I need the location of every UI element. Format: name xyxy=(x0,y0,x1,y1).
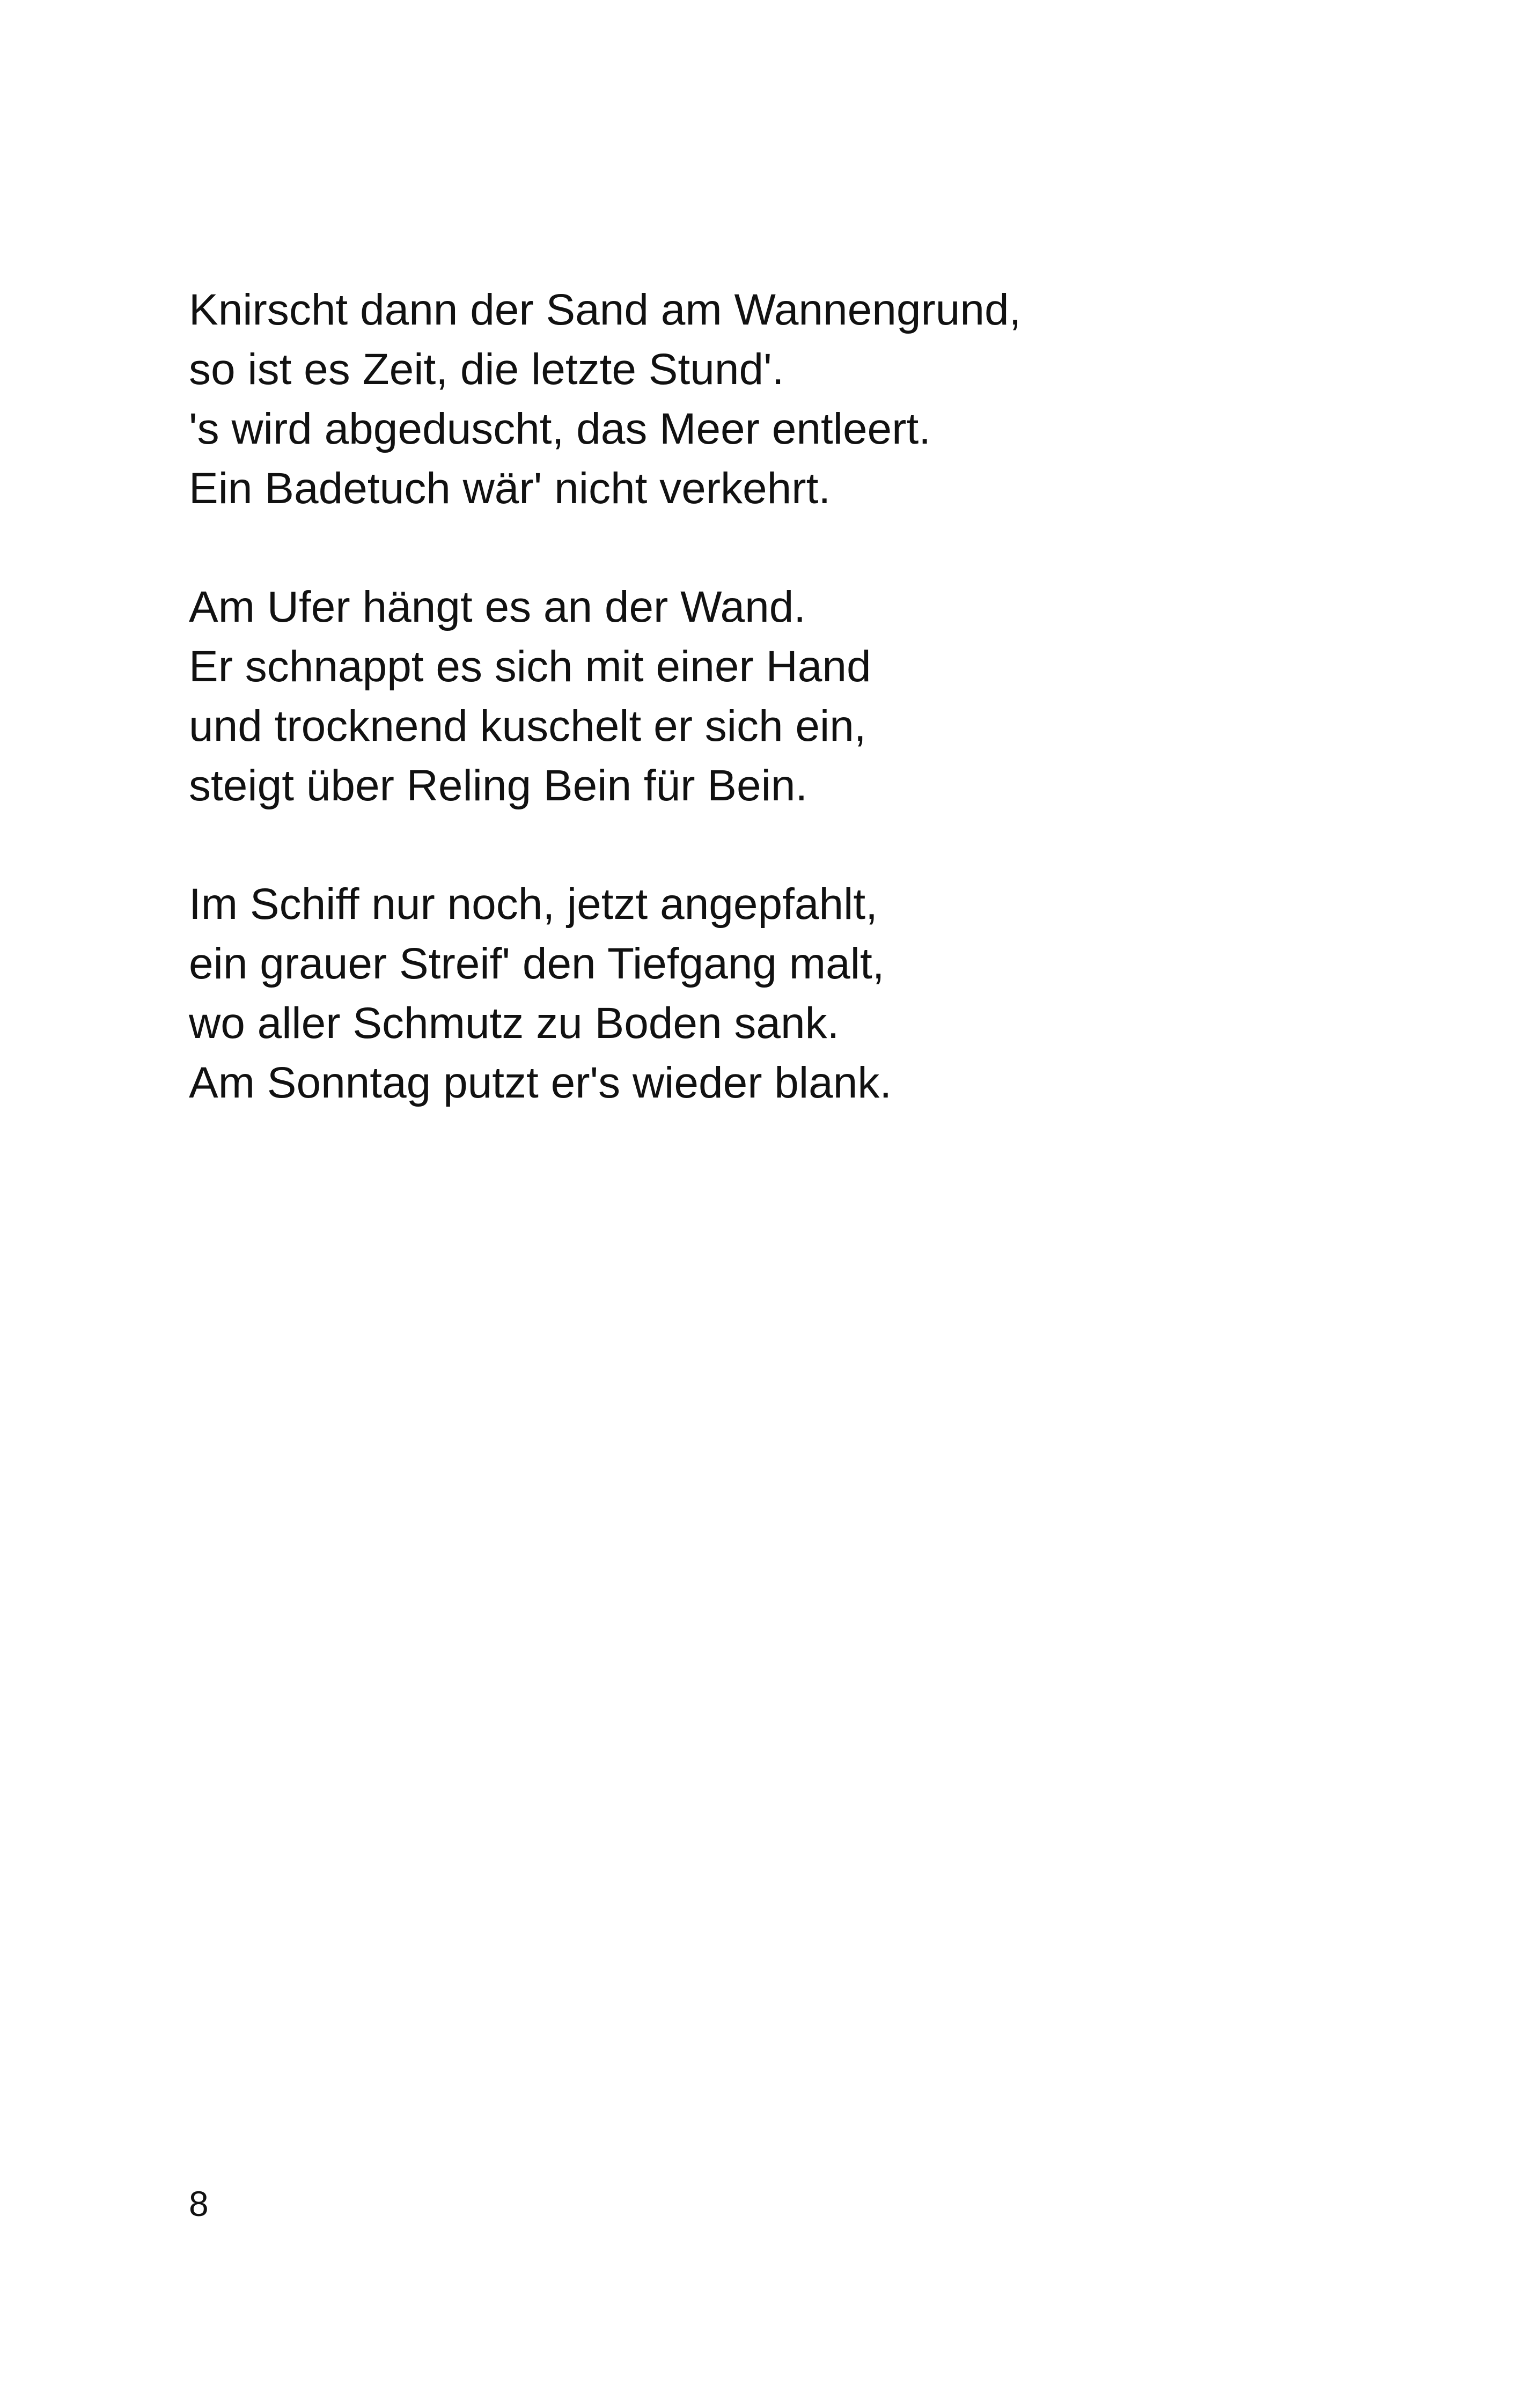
stanza-2 xyxy=(189,577,1369,815)
stanza-1 xyxy=(189,280,1369,518)
poem-line: ein grauer Streif' den Tiefgang malt, xyxy=(189,939,885,988)
poem-line: wo aller Schmutz zu Boden sank. xyxy=(189,999,840,1048)
poem-line: Er schnappt es sich mit einer Hand xyxy=(189,642,871,691)
poem-line: Am Ufer hängt es an der Wand. xyxy=(189,583,806,631)
poem-line: 's wird abgeduscht, das Meer entleert. xyxy=(189,404,931,453)
page-number: 8 xyxy=(189,2184,209,2223)
poem-line: steigt über Reling Bein für Bein. xyxy=(189,761,808,810)
poem-line: Im Schiff nur noch, jetzt angepfahlt, xyxy=(189,880,878,929)
poem-line: Am Sonntag putzt er's wieder blank. xyxy=(189,1058,892,1107)
poem-line: Ein Badetuch wär' nicht verkehrt. xyxy=(189,464,831,513)
poem-line: und trocknend kuschelt er sich ein, xyxy=(189,702,866,750)
stanza-3 xyxy=(189,874,1369,1113)
poem-line: Knirscht dann der Sand am Wannengrund, xyxy=(189,285,1022,334)
poem-line: so ist es Zeit, die letzte Stund'. xyxy=(189,345,784,394)
poem xyxy=(189,280,1369,1172)
